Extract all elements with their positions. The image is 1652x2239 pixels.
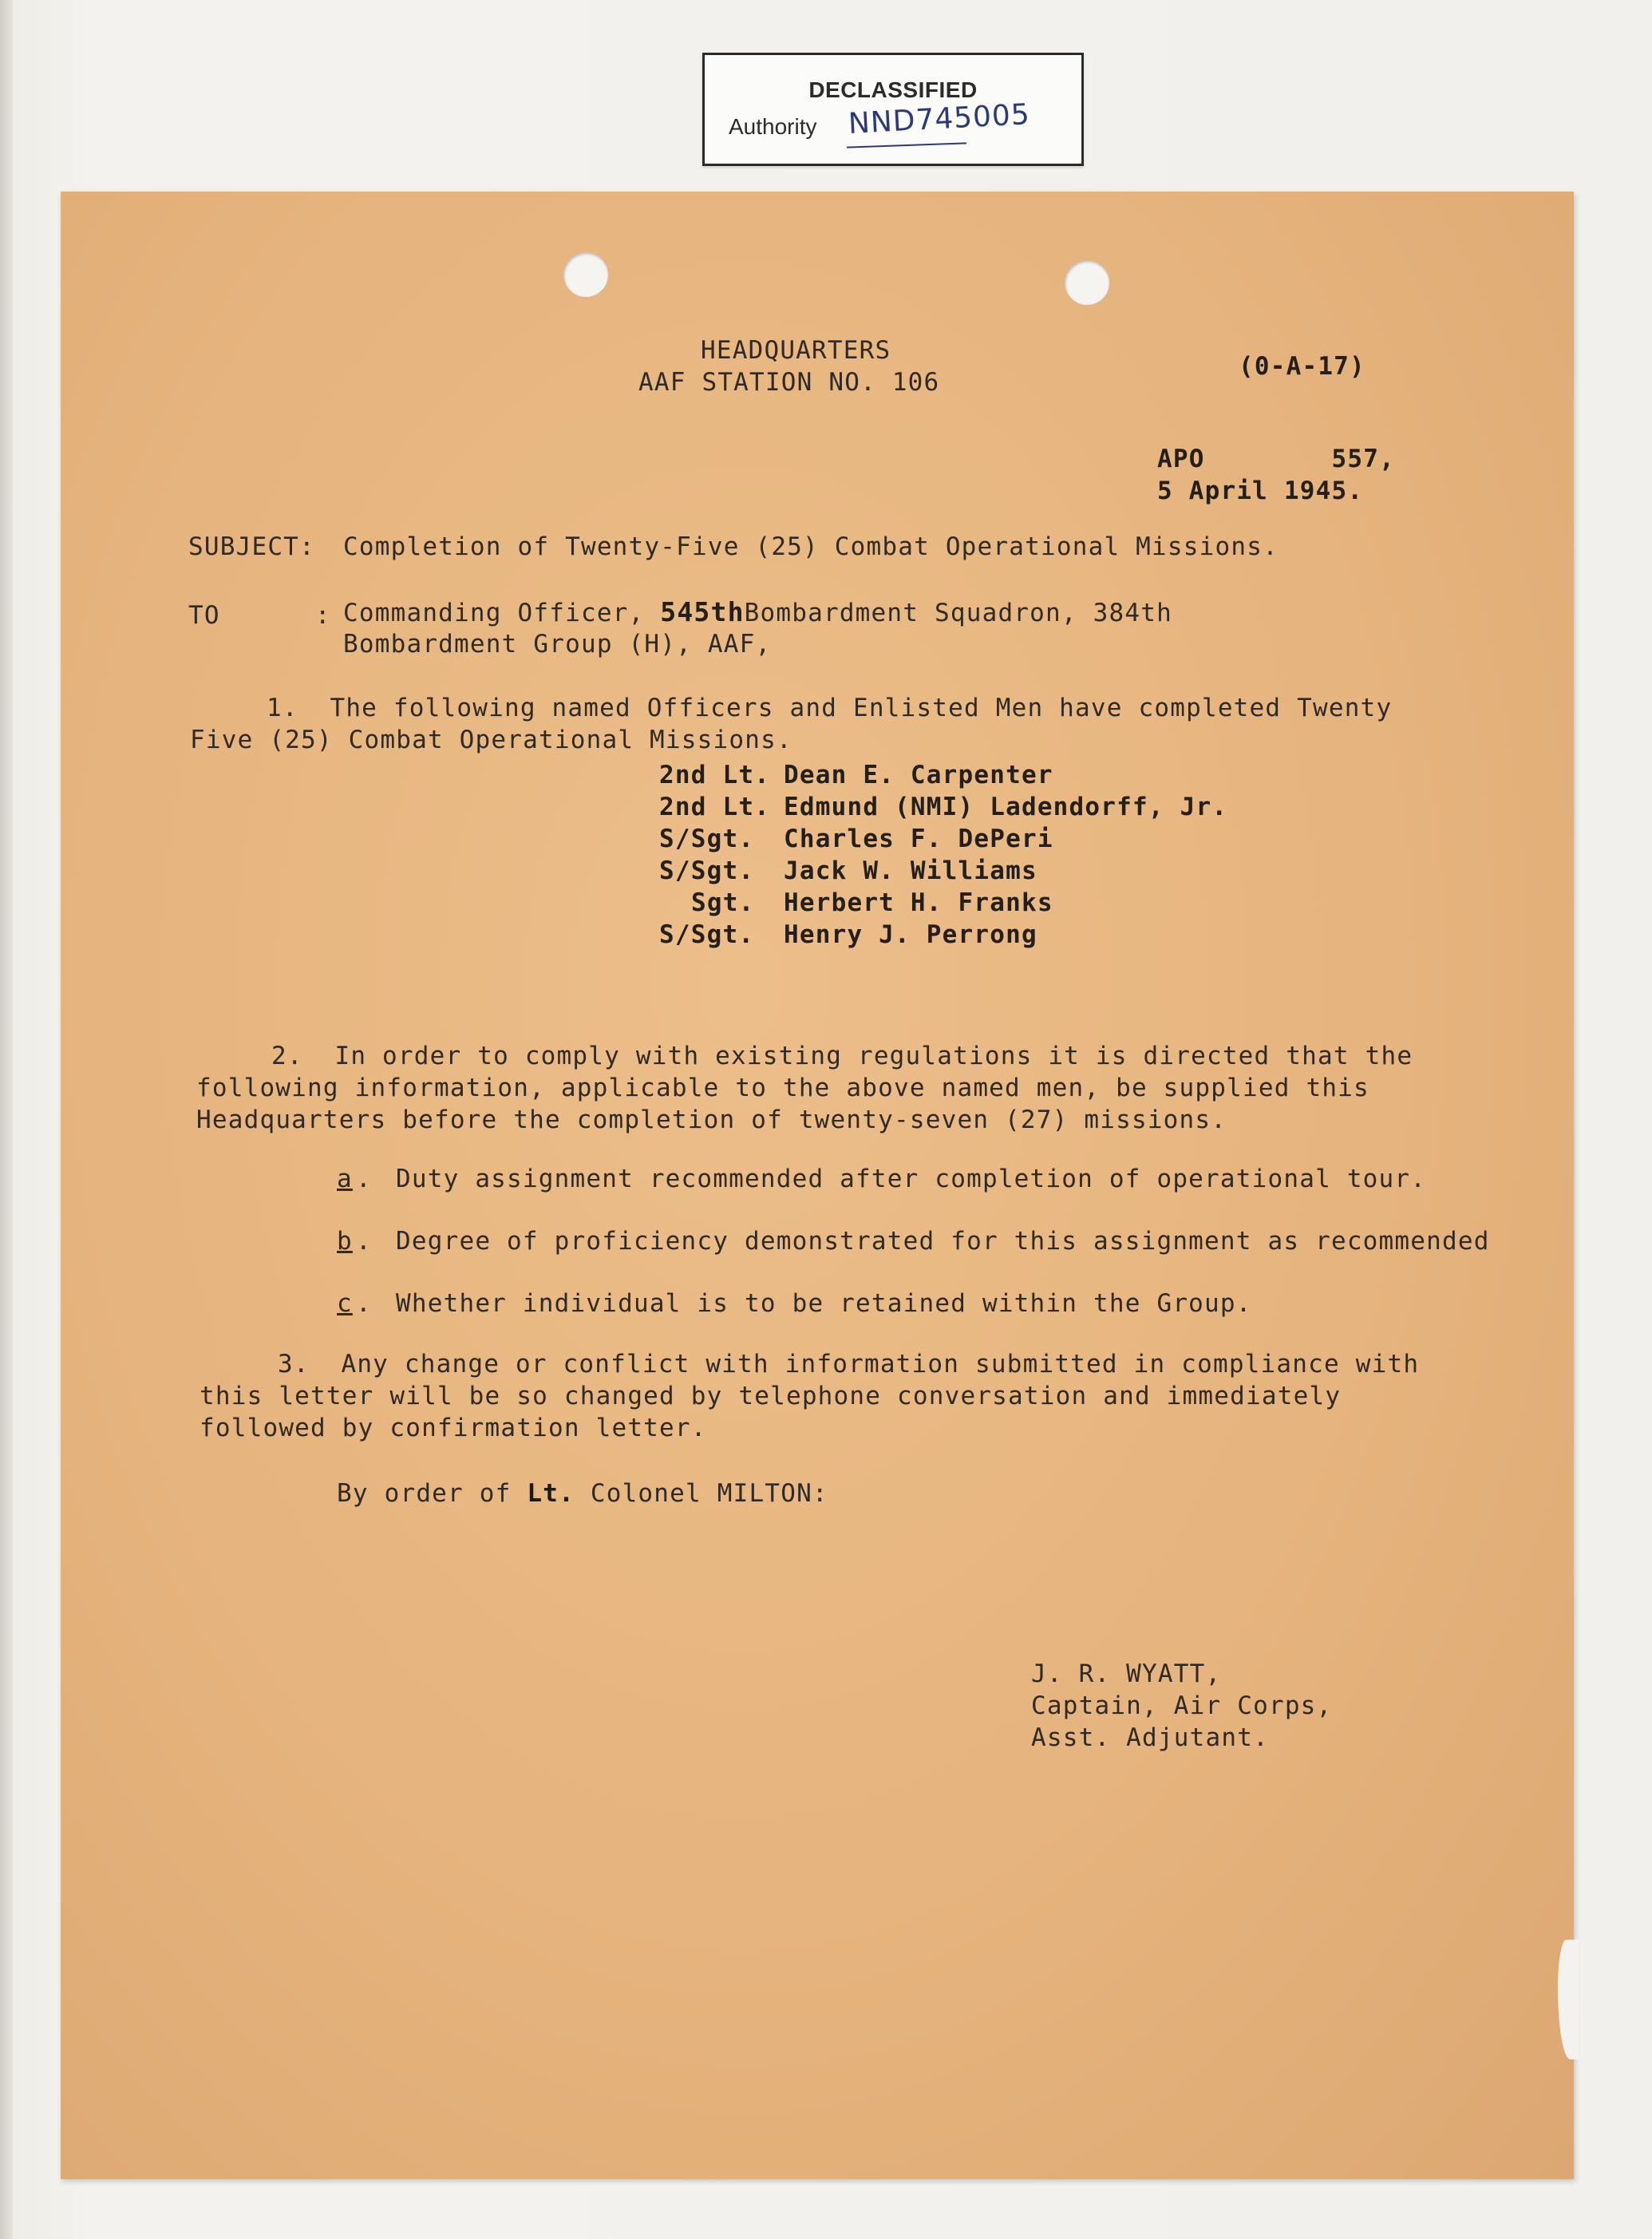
list-item-rank: S/Sgt. [659, 920, 755, 949]
punch-hole-right [1065, 260, 1109, 305]
list-item-name: Charles F. DePeri [784, 825, 1053, 853]
squadron-number: 545th [660, 596, 745, 627]
letter-date: 5 April 1945. [1157, 477, 1364, 505]
para1-line-2: Five (25) Combat Operational Missions. [190, 726, 792, 754]
item-text-a: Duty assignment recommended after completion of operational tour. [396, 1165, 1427, 1193]
signature-name: J. R. WYATT, [1031, 1659, 1222, 1688]
list-item-rank: Sgt. [691, 888, 755, 917]
signature-role: Asst. Adjutant. [1031, 1723, 1269, 1752]
declassified-title: DECLASSIFIED [808, 77, 978, 102]
item-letter-b-dot: . [356, 1227, 372, 1256]
to-line-1 [343, 597, 1172, 628]
item-letter-c-dot: . [356, 1289, 372, 1318]
order-suffix: Colonel MILTON: [590, 1479, 828, 1508]
list-item-name: Dean E. Carpenter [784, 761, 1053, 789]
punch-hole-left [563, 252, 608, 297]
list-item-rank: S/Sgt. [659, 825, 755, 853]
para1-line-1: 1. The following named Officers and Enlisted Men have completed Twenty [267, 694, 1393, 722]
declassified-stamp [702, 53, 1084, 166]
to-squadron: Bombardment Squadron, 384th [744, 599, 1172, 627]
list-item-name: Jack W. Williams [784, 856, 1037, 885]
para3-line-3: followed by confirmation letter. [200, 1414, 707, 1442]
item-text-c: Whether individual is to be retained within the Group. [396, 1289, 1252, 1318]
to-label: TO : [188, 601, 331, 630]
apo-number: APO 557, [1157, 445, 1395, 473]
background-page-edge [0, 0, 13, 2239]
list-item-name: Edmund (NMI) Ladendorff, Jr. [784, 793, 1228, 821]
authority-label: Authority [729, 114, 817, 139]
list-item-name: Herbert H. Franks [784, 888, 1053, 917]
item-letter-a-dot: . [356, 1165, 372, 1193]
item-text-b: Degree of proficiency demonstrated for this assignment as recommended [396, 1227, 1490, 1256]
para3-line-2: this letter will be so changed by telephone conversation and immediately [200, 1382, 1342, 1410]
list-item-name: Henry J. Perrong [784, 920, 1037, 949]
para3-line-1: 3. Any change or conflict with information submitted in compliance with [278, 1350, 1420, 1379]
order-prefix: By order of [337, 1479, 512, 1508]
header-headquarters: HEADQUARTERS [701, 336, 891, 365]
subject-text: Completion of Twenty-Five (25) Combat Operational Missions. [343, 532, 1279, 561]
letter-sheet [61, 192, 1574, 2179]
list-item-rank: S/Sgt. [659, 856, 755, 885]
order-line [337, 1478, 828, 1509]
list-item-rank: 2nd Lt. [659, 761, 771, 789]
para2-line-1: 2. In order to comply with existing regulations it is directed that the [271, 1042, 1413, 1070]
order-struck-rank: Lt. [527, 1479, 575, 1508]
item-letter-b: b [337, 1227, 353, 1256]
signature-title: Captain, Air Corps, [1031, 1691, 1333, 1720]
para2-line-2: following information, applicable to the above named men, be supplied this [196, 1074, 1369, 1102]
para2-line-3: Headquarters before the completion of twenty-seven (27) missions. [196, 1106, 1227, 1134]
authority-underline [847, 142, 966, 148]
authority-number: NND745005 [847, 98, 1031, 140]
to-addressee: Commanding Officer, [343, 599, 645, 627]
torn-edge [1558, 1940, 1579, 2059]
to-line-2: Bombardment Group (H), AAF, [343, 630, 772, 659]
item-letter-a: a [337, 1165, 353, 1193]
subject-label: SUBJECT: [188, 532, 315, 561]
item-letter-c: c [337, 1289, 353, 1318]
list-item-rank: 2nd Lt. [659, 793, 771, 821]
reference-code: (0-A-17) [1239, 352, 1365, 381]
header-station: AAF STATION NO. 106 [638, 368, 940, 397]
